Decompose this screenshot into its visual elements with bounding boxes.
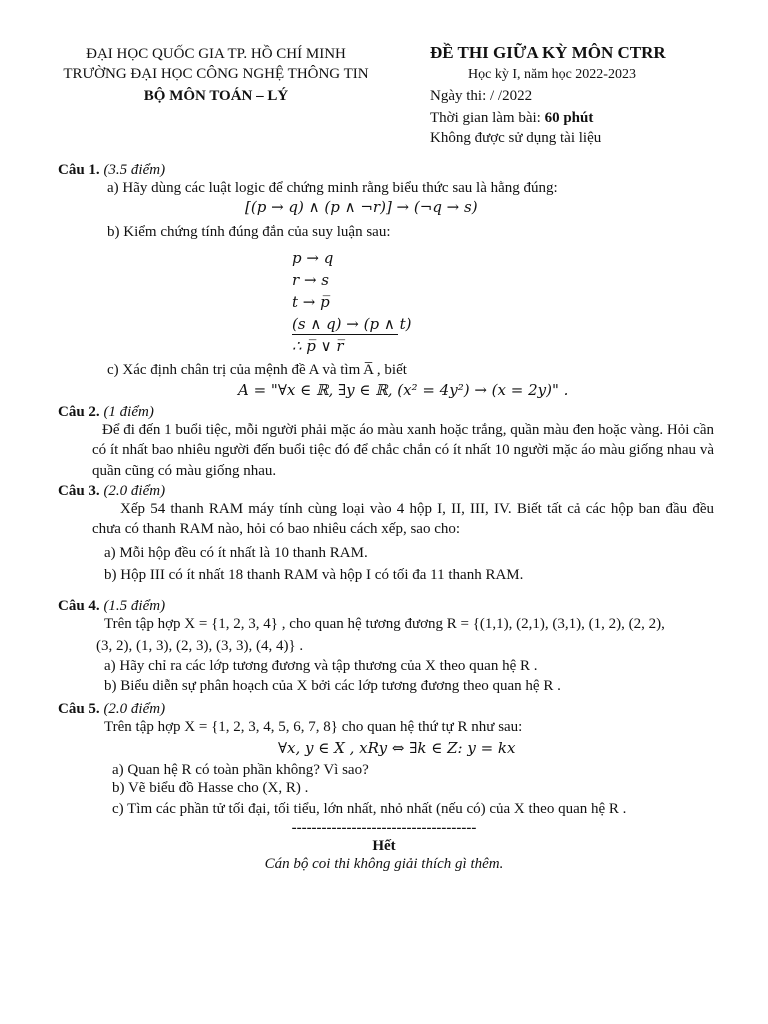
premise-1: p → q [292,249,334,267]
question-1b-text: b) Kiểm chứng tính đúng đắn của suy luận sau: [107,224,391,240]
question-1a-formula: [(p → q) ∧ (p ∧ ¬r)] → (¬q → s) [245,198,478,216]
question-5-label: Câu 5. [58,701,100,717]
university-name: ĐẠI HỌC QUỐC GIA TP. HỒ CHÍ MINH [86,46,346,62]
school-name: TRƯỜNG ĐẠI HỌC CÔNG NGHỆ THÔNG TIN [63,66,369,82]
question-3-label: Câu 3. [58,483,100,499]
premise-3: t → p̅ [292,293,330,311]
question-4b-text: b) Biểu diễn sự phân hoạch của X bởi các lớp tương đương theo quan hệ R . [104,678,561,694]
question-1c-text: c) Xác định chân trị của mệnh đề A và tìm A̅ , biết [107,362,407,378]
question-3-points: (2.0 điểm) [103,483,166,499]
question-2-label: Câu 2. [58,404,100,420]
question-2-points: (1 điểm) [103,404,154,420]
materials-note: Không được sử dụng tài liệu [430,130,602,146]
question-3-text: Xếp 54 thanh RAM máy tính cùng loại vào 4 hộp I, II, III, IV. Biết tất cả các hộp ban đầu đều chưa có thanh RAM nào, hỏi có bao nhiêu cách xếp, sao cho: [92,501,714,538]
question-5-formula: ∀x, y ∈ X , xRy ⇔ ∃k ∈ Z: y = kx [278,739,516,757]
exam-duration [430,108,593,128]
conclusion: ∴ p̅ ∨ r̅ [292,337,344,355]
question-5-points: (2.0 điểm) [103,701,166,717]
question-1a-text: a) Hãy dùng các luật logic để chứng minh rằng biểu thức sau là hằng đúng: [107,180,558,196]
question-5-line-1: Trên tập hợp X = {1, 2, 3, 4, 5, 6, 7, 8} cho quan hệ thứ tự R như sau: [104,719,523,735]
question-1c-formula: A = "∀x ∈ ℝ, ∃y ∈ ℝ, (x² = 4y²) → (x = 2y)" . [238,381,569,399]
question-3b-text: b) Hộp III có ít nhất 18 thanh RAM và hộp I có tối đa 11 thanh RAM. [104,567,524,583]
department-name: BỘ MÔN TOÁN – LÝ [143,88,289,104]
exam-date: Ngày thi: / /2022 [430,88,533,104]
proctor-note: Cán bộ coi thi không giải thích gì thêm. [264,856,504,872]
question-2-text: Để đi đến 1 buổi tiệc, mỗi người phải mặc áo màu xanh hoặc trắng, quần màu đen hoặc vàng. Hỏi cần có ít nhất bao nhiêu người đến buổi tiệc đó để chắc chắn có ít nhất 10 người mặc áo màu giống nhau và quần cũng có màu giống nhau. [92,422,714,479]
question-1-points: (3.5 điểm) [103,162,166,178]
question-5c-text: c) Tìm các phần tử tối đại, tối tiểu, lớn nhất, nhỏ nhất (nếu có) của X theo quan hệ R . [112,801,627,817]
question-5a-text: a) Quan hệ R có toàn phần không? Vì sao? [112,762,369,778]
duration-label: Thời gian làm bài: [430,110,545,126]
premise-2: r → s [292,271,329,289]
question-4-line-1: Trên tập hợp X = {1, 2, 3, 4} , cho quan hệ tương đương R = {(1,1), (2,1), (3,1), (1, 2), (2, 2), [104,616,665,632]
exam-title: ĐỀ THI GIỮA KỲ MÔN CTRR [430,43,666,62]
end-marker: Hết [372,838,396,854]
question-4-label: Câu 4. [58,598,100,614]
question-4-points: (1.5 điểm) [103,598,166,614]
question-5b-text: b) Vẽ biểu đồ Hasse cho (X, R) . [112,780,309,796]
question-1-label: Câu 1. [58,162,100,178]
question-4-line-2: (3, 2), (1, 3), (2, 3), (3, 3), (4, 4)} . [96,638,304,654]
question-3a-text: a) Mỗi hộp đều có ít nhất là 10 thanh RAM. [104,545,368,561]
question-4a-text: a) Hãy chỉ ra các lớp tương đương và tập thương của X theo quan hệ R . [104,658,538,674]
duration-value: 60 phút [544,110,594,126]
semester: Học kỳ I, năm học 2022-2023 [468,67,636,82]
separator: ------------------------------------- [291,820,477,836]
premise-4: (s ∧ q) → (p ∧ t) [292,314,398,335]
